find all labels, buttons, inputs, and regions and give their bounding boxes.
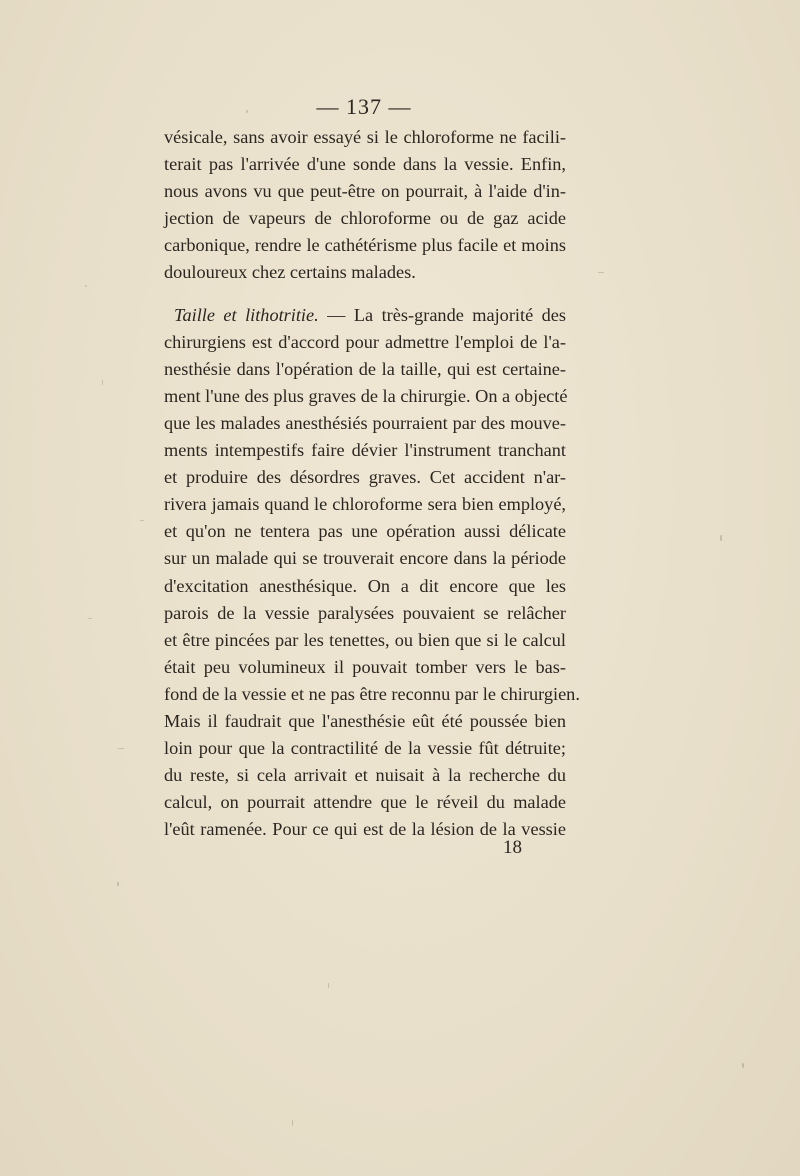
text-line: sur un malade qui se trouverait encore dans la période	[164, 548, 566, 569]
text-line: et qu'on ne tentera pas une opération aussi délicate	[164, 521, 566, 542]
text-line: d'excitation anesthésique. On a dit encore que les	[164, 575, 566, 596]
text-line: parois de la vessie paralysées pouvaient se relâcher	[164, 602, 566, 623]
text-line: carbonique, rendre le cathétérisme plus facile et moins	[164, 235, 566, 256]
body-text	[164, 124, 580, 843]
text-line: était peu volumineux il pouvait tomber vers le bas-	[164, 656, 566, 677]
section-heading: Taille et lithotritie.	[174, 304, 319, 325]
text-line: jection de vapeurs de chloroforme ou de gaz acide	[164, 208, 566, 229]
text-line: et produire des désordres graves. Cet accident n'ar-	[164, 467, 566, 488]
text-line: loin pour que la contractilité de la vessie fût détruite;	[164, 738, 566, 759]
text-line: du reste, si cela arrivait et nuisait à la recherche du	[164, 765, 566, 786]
paper-speck	[140, 520, 144, 521]
text-line: l'eût ramenée. Pour ce qui est de la lésion de la vessie	[164, 819, 566, 840]
heading-continuation: — La très-grande majorité des	[318, 304, 566, 325]
paper-speck	[85, 285, 87, 287]
signature-mark: 18	[503, 837, 522, 858]
paper-speck	[292, 1120, 293, 1126]
paragraph-taille	[164, 302, 580, 844]
text-line: ment l'une des plus graves de la chirurgie. On a objecté	[164, 385, 568, 406]
paper-speck	[102, 380, 103, 385]
paper-speck	[88, 618, 92, 619]
text-line: fond de la vessie et ne pas être reconnu par le chirurgien.	[164, 683, 580, 704]
paragraph-intro	[164, 124, 566, 287]
text-line: calcul, on pourrait attendre que le réveil du malade	[164, 792, 566, 813]
paper-speck	[118, 748, 124, 749]
text-line: ments intempestifs faire dévier l'instrument tranchant	[164, 440, 566, 461]
paper-speck	[328, 983, 329, 988]
text-line: vésicale, sans avoir essayé si le chloroforme ne facili-	[164, 127, 566, 147]
text-line-heading	[164, 302, 566, 329]
paragraph-gap	[164, 287, 566, 302]
paper-speck	[742, 1063, 744, 1068]
text-line: douloureux chez certains malades.	[164, 262, 416, 283]
text-line: et être pincées par les tenettes, ou bien que si le calcul	[164, 629, 566, 650]
text-line: nous avons vu que peut-être on pourrait, à l'aide d'in-	[164, 181, 566, 202]
text-line: Mais il faudrait que l'anesthésie eût été poussée bien	[164, 710, 566, 731]
text-line: terait pas l'arrivée d'une sonde dans la vessie. Enfin,	[164, 154, 566, 175]
paper-speck	[117, 882, 119, 886]
text-line: nesthésie dans l'opération de la taille, qui est certaine-	[164, 358, 566, 379]
paper-speck	[598, 272, 604, 273]
text-line: que les malades anesthésiés pourraient par des mouve-	[164, 412, 566, 433]
text-line: chirurgiens est d'accord pour admettre l'emploi de l'a-	[164, 331, 566, 352]
page-number: — 137 —	[316, 94, 412, 119]
text-line: rivera jamais quand le chloroforme sera bien employé,	[164, 494, 566, 515]
paper-speck	[720, 535, 722, 541]
